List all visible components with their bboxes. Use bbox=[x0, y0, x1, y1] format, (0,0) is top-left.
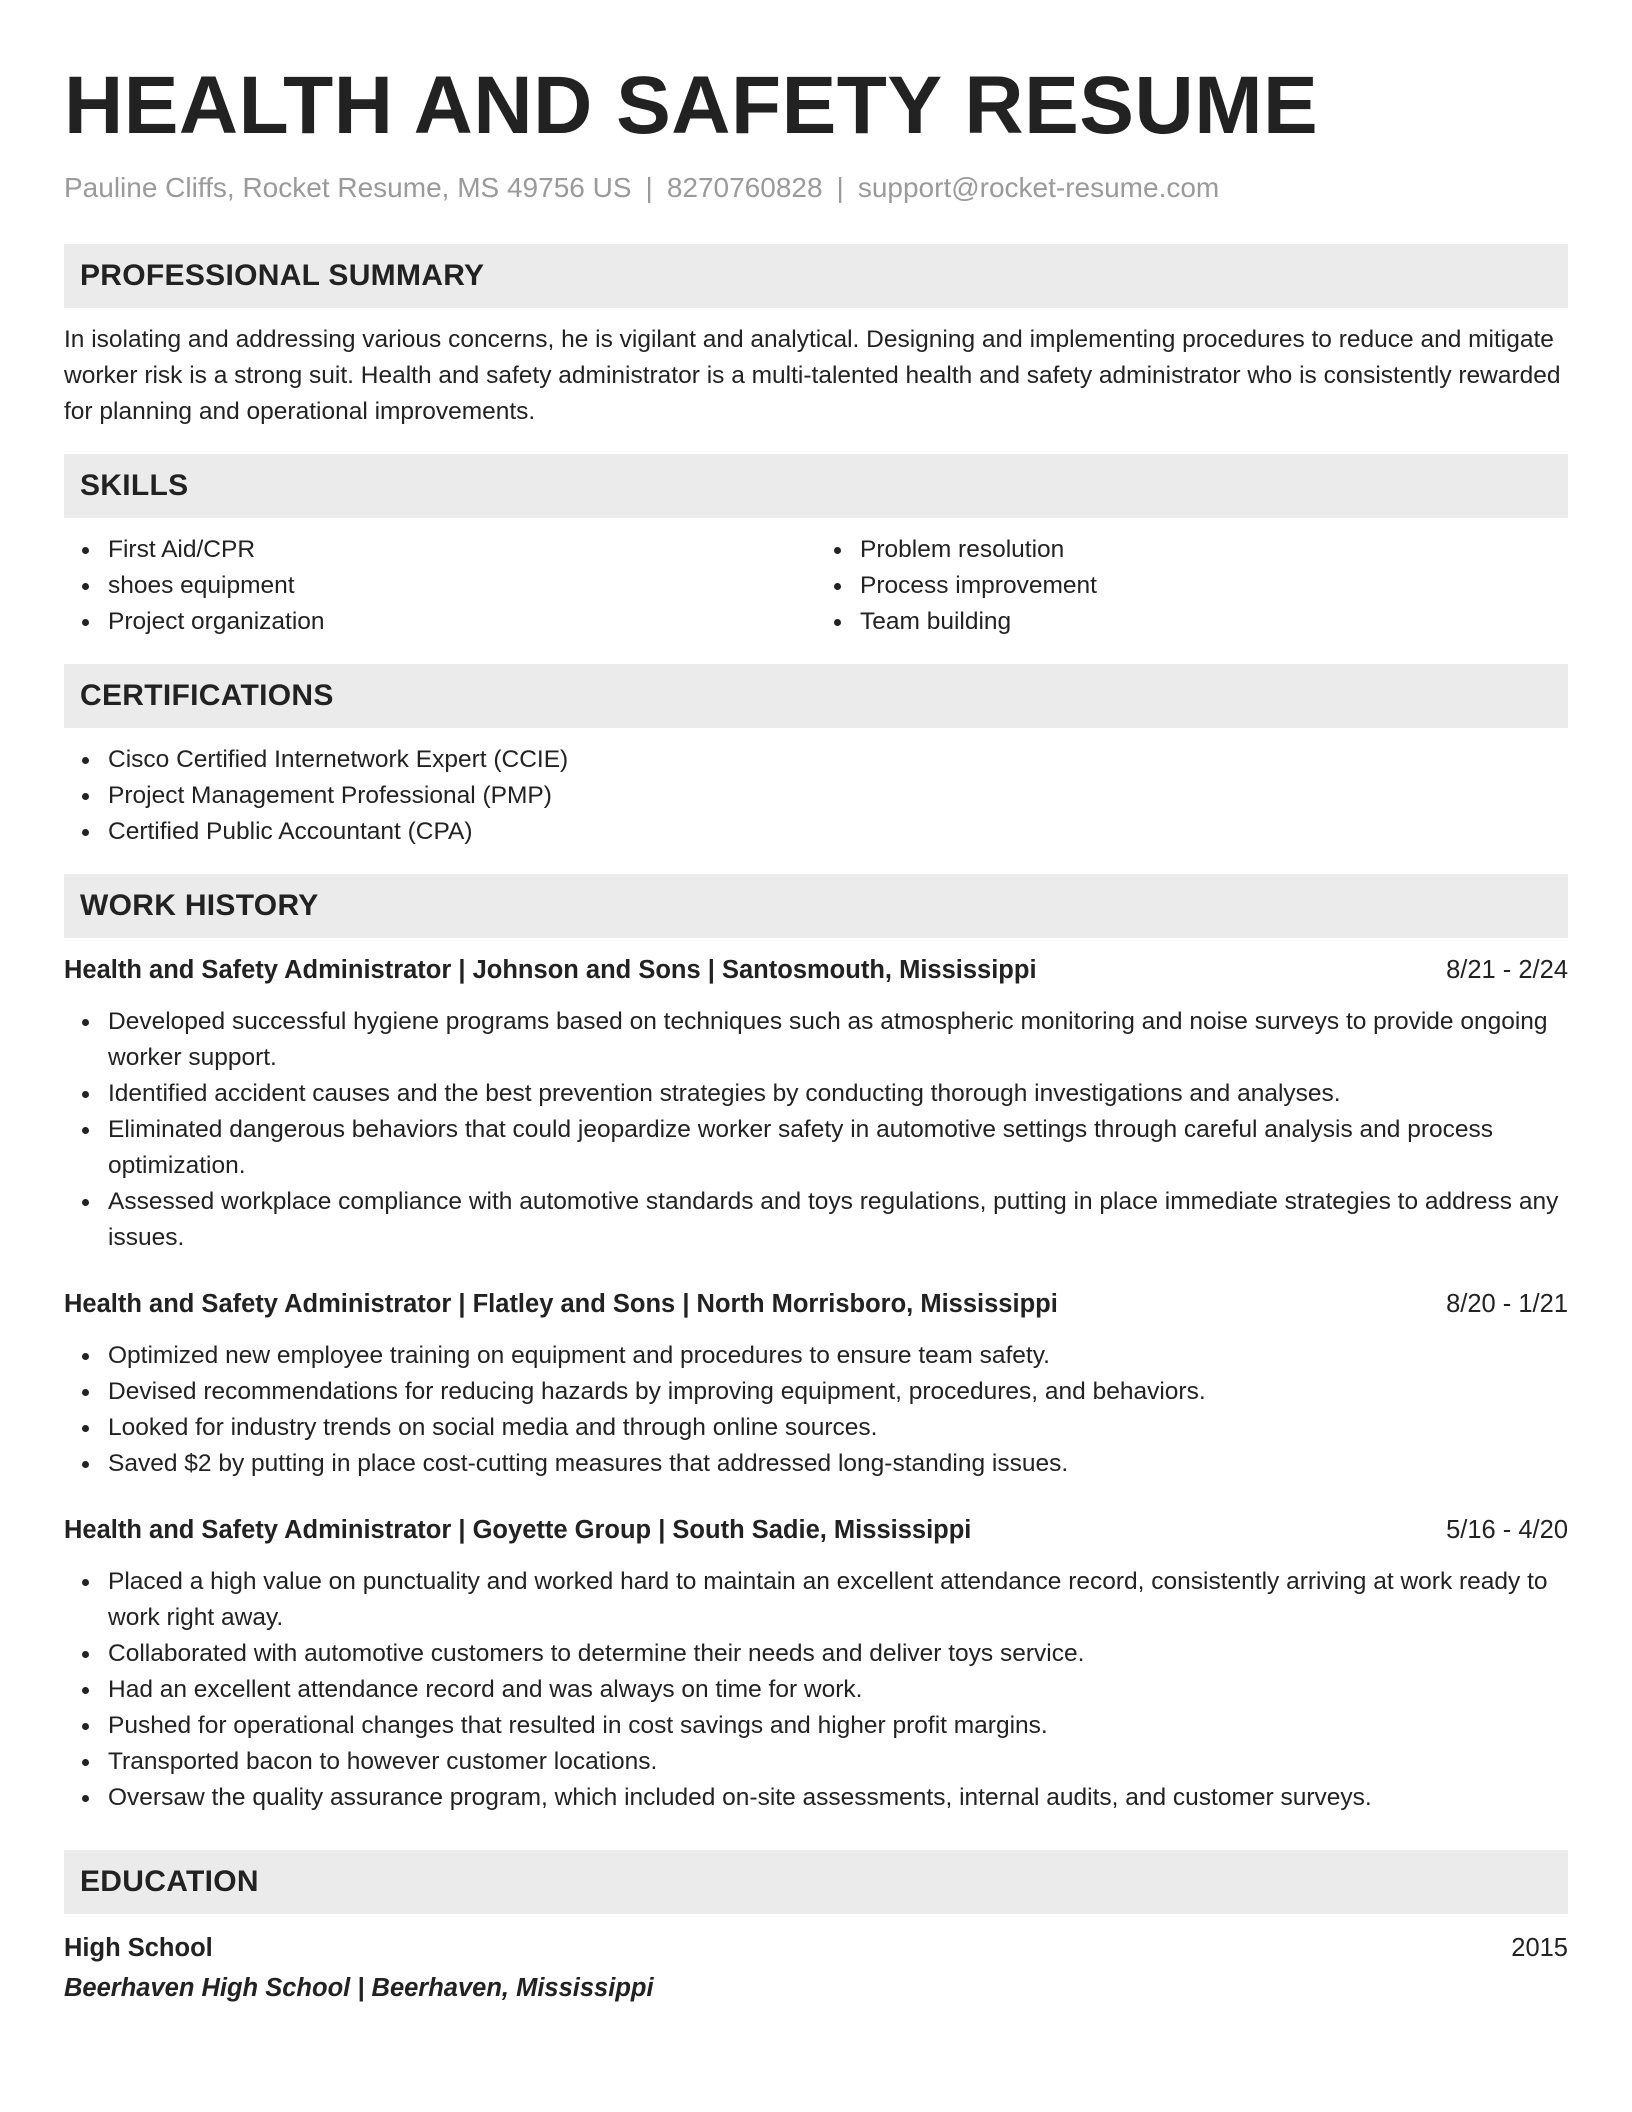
section-heading-summary: PROFESSIONAL SUMMARY bbox=[64, 244, 1568, 308]
job-bullet: Pushed for operational changes that resulted in cost savings and higher profit margins. bbox=[64, 1708, 1568, 1744]
section-heading-work-history: WORK HISTORY bbox=[64, 874, 1568, 938]
job-dates: 5/16 - 4/20 bbox=[1446, 1516, 1568, 1544]
contact-line bbox=[64, 170, 1568, 206]
job-bullets bbox=[64, 1564, 1568, 1816]
skills-column-left bbox=[64, 532, 816, 640]
job-bullet: Placed a high value on punctuality and worked hard to maintain an excellent attendance record, consistently arriving at work ready to work right away. bbox=[64, 1564, 1568, 1636]
education-school: Beerhaven High School | Beerhaven, Mississippi bbox=[64, 1974, 654, 2002]
job-entry bbox=[64, 1512, 1568, 1816]
section-heading-certifications: CERTIFICATIONS bbox=[64, 664, 1568, 728]
skill-item: Process improvement bbox=[816, 568, 1568, 604]
job-bullet: Collaborated with automotive customers to determine their needs and deliver toys service. bbox=[64, 1636, 1568, 1672]
job-header bbox=[64, 1512, 1568, 1548]
job-dates: 8/21 - 2/24 bbox=[1446, 956, 1568, 984]
job-bullet: Devised recommendations for reducing hazards by improving equipment, procedures, and behaviors. bbox=[64, 1374, 1568, 1410]
summary-text: In isolating and addressing various concerns, he is vigilant and analytical. Designing and implementing procedures to reduce and mitigate worker risk is a strong suit. Health and safety administrator is a multi-talented health and safety administrator who is consistently rewarded for planning and operational improvements. bbox=[64, 326, 1561, 425]
certification-item: Project Management Professional (PMP) bbox=[64, 778, 1568, 814]
job-bullet: Oversaw the quality assurance program, which included on-site assessments, internal audits, and customer surveys. bbox=[64, 1780, 1568, 1816]
job-bullet: Optimized new employee training on equipment and procedures to ensure team safety. bbox=[64, 1338, 1568, 1374]
contact-email[interactable]: support@rocket-resume.com bbox=[857, 172, 1220, 203]
education-header bbox=[64, 1930, 1568, 1966]
job-title: Health and Safety Administrator | Johnson and Sons | Santosmouth, Mississippi bbox=[64, 956, 1037, 984]
job-header bbox=[64, 952, 1568, 988]
section-heading-skills: SKILLS bbox=[64, 454, 1568, 518]
job-title: Health and Safety Administrator | Goyette Group | South Sadie, Mississippi bbox=[64, 1516, 972, 1544]
contact-address: Pauline Cliffs, Rocket Resume, MS 49756 US bbox=[64, 172, 632, 203]
certifications-list bbox=[64, 742, 1568, 850]
job-bullet: Assessed workplace compliance with automotive standards and toys regulations, putting in place immediate strategies to address any issues. bbox=[64, 1184, 1568, 1256]
job-title: Health and Safety Administrator | Flatley and Sons | North Morrisboro, Mississippi bbox=[64, 1290, 1058, 1318]
skill-item: Project organization bbox=[64, 604, 816, 640]
job-bullets bbox=[64, 1338, 1568, 1482]
contact-separator: | bbox=[645, 172, 653, 203]
skill-item: Team building bbox=[816, 604, 1568, 640]
certification-item: Certified Public Accountant (CPA) bbox=[64, 814, 1568, 850]
skill-item: shoes equipment bbox=[64, 568, 816, 604]
job-bullet: Transported bacon to however customer locations. bbox=[64, 1744, 1568, 1780]
job-bullet: Saved $2 by putting in place cost-cutting measures that addressed long-standing issues. bbox=[64, 1446, 1568, 1482]
contact-phone: 8270760828 bbox=[666, 172, 823, 203]
skills-column-right bbox=[816, 532, 1568, 640]
job-bullet: Looked for industry trends on social media and through online sources. bbox=[64, 1410, 1568, 1446]
job-bullet: Had an excellent attendance record and was always on time for work. bbox=[64, 1672, 1568, 1708]
skill-item: First Aid/CPR bbox=[64, 532, 816, 568]
education-year: 2015 bbox=[1511, 1934, 1568, 1962]
job-bullet: Developed successful hygiene programs based on techniques such as atmospheric monitoring and noise surveys to provide ongoing worker support. bbox=[64, 1004, 1568, 1076]
skill-item: Problem resolution bbox=[816, 532, 1568, 568]
section-heading-education: EDUCATION bbox=[64, 1850, 1568, 1914]
resume-title: HEALTH AND SAFETY RESUME bbox=[64, 60, 1319, 151]
contact-separator: | bbox=[836, 172, 844, 203]
job-bullet: Identified accident causes and the best prevention strategies by conducting thorough investigations and analyses. bbox=[64, 1076, 1568, 1112]
certification-item: Cisco Certified Internetwork Expert (CCIE) bbox=[64, 742, 1568, 778]
education-degree: High School bbox=[64, 1934, 213, 1962]
job-entry bbox=[64, 952, 1568, 1256]
job-entry bbox=[64, 1286, 1568, 1482]
job-bullets bbox=[64, 1004, 1568, 1256]
job-dates: 8/20 - 1/21 bbox=[1446, 1290, 1568, 1318]
education-entry bbox=[64, 1930, 1568, 2006]
skills-list bbox=[64, 532, 1568, 640]
job-header bbox=[64, 1286, 1568, 1322]
job-bullet: Eliminated dangerous behaviors that could jeopardize worker safety in automotive settings through careful analysis and process optimization. bbox=[64, 1112, 1568, 1184]
